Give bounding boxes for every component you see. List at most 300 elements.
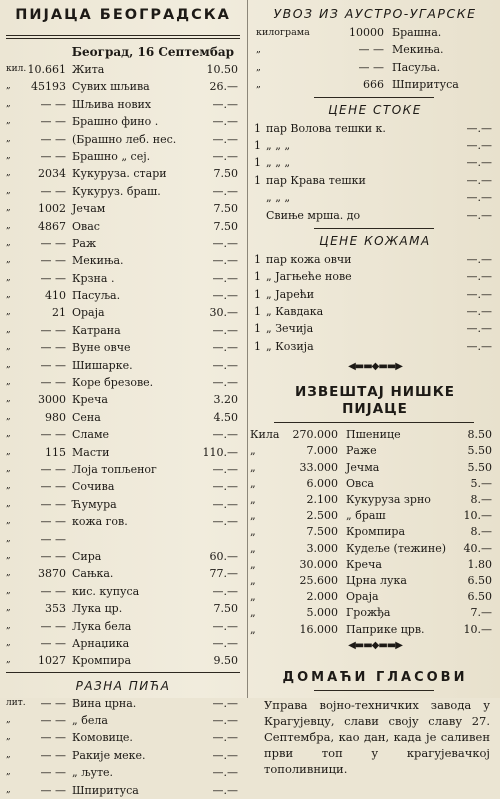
item-name-cell: (Брашно леб. нес.: [72, 132, 177, 146]
price-cell: —.—: [212, 766, 238, 780]
table-row: [250, 76, 500, 93]
price-cell: —.—: [212, 254, 238, 268]
unit-cell: „: [6, 767, 11, 778]
quantity-cell: — —: [40, 115, 66, 129]
item-name-cell: Сламе: [72, 428, 110, 442]
quantity-cell: — —: [40, 636, 66, 650]
hides-title: ЦЕНЕ КОЖАМА: [319, 233, 431, 248]
quantity-cell: 33.000: [299, 460, 338, 474]
count-cell: 1: [254, 287, 261, 301]
price-cell: 77.—: [209, 567, 238, 581]
nis-price-list: [250, 427, 500, 637]
quantity-cell: — —: [40, 323, 66, 337]
item-name-cell: Жита: [72, 63, 105, 76]
unit-cell: „: [6, 116, 11, 127]
item-name-cell: пар Крава тешки: [266, 173, 366, 187]
unit-cell: „: [6, 411, 11, 422]
quantity-cell: — —: [40, 97, 66, 111]
quantity-cell: — —: [40, 480, 66, 494]
unit-cell: „: [6, 307, 11, 318]
unit-cell: „: [6, 784, 11, 795]
column-divider: [247, 0, 248, 698]
quantity-cell: 1002: [38, 202, 66, 216]
quantity-cell: — —: [40, 619, 66, 633]
item-name-cell: Пасуља.: [392, 60, 441, 74]
quantity-cell: 21: [52, 306, 66, 320]
item-name-cell: „ „ „: [266, 191, 291, 205]
item-name-cell: Кукуруза. стари: [72, 167, 167, 181]
table-row: [0, 461, 246, 478]
item-name-cell: „ љуте.: [72, 766, 114, 780]
item-name-cell: кожа гов.: [72, 515, 128, 529]
quantity-cell: 4867: [38, 219, 66, 233]
table-row: [250, 172, 500, 189]
table-row: [250, 460, 500, 476]
price-cell: —.—: [212, 341, 238, 355]
table-row: [0, 548, 246, 565]
unit-cell: „: [250, 557, 256, 571]
quantity-cell: — —: [40, 731, 66, 745]
item-name-cell: пар Волова тешки к.: [266, 121, 386, 135]
quantity-cell: — —: [40, 271, 66, 285]
price-cell: 40.—: [463, 541, 492, 555]
table-row: [250, 541, 500, 557]
quantity-cell: 10000: [349, 26, 384, 39]
table-row: [0, 618, 246, 635]
price-cell: 9.50: [213, 654, 238, 668]
quantity-cell: — —: [40, 714, 66, 728]
table-row: [250, 189, 500, 206]
table-row: [250, 320, 500, 337]
item-name-cell: Масти: [72, 445, 110, 459]
count-cell: 1: [254, 322, 261, 336]
table-row: [0, 565, 246, 582]
item-name-cell: Сира: [72, 549, 102, 563]
quantity-cell: — —: [40, 696, 66, 710]
quantity-cell: — —: [40, 184, 66, 198]
price-cell: 7.50: [213, 202, 238, 216]
quantity-cell: — —: [40, 532, 66, 546]
unit-cell: „: [6, 220, 11, 231]
livestock-title: ЦЕНЕ СТОКЕ: [328, 102, 422, 117]
price-cell: —.—: [212, 289, 238, 303]
item-name-cell: Свиње мрша. до: [266, 208, 361, 222]
quantity-cell: 980: [45, 410, 66, 424]
price-cell: 30.—: [209, 306, 238, 320]
unit-cell: „: [6, 185, 11, 196]
unit-cell: „: [6, 550, 11, 561]
drinks-price-list: [0, 695, 246, 799]
item-name-cell: „ браш: [346, 509, 386, 523]
item-name-cell: Грожђа: [346, 606, 391, 620]
table-row: [0, 426, 246, 443]
item-name-cell: Паприке црв.: [346, 622, 425, 636]
unit-cell: Кила: [250, 428, 280, 442]
price-cell: —.—: [466, 191, 492, 205]
table-row: [0, 391, 246, 408]
quantity-cell: 2.500: [306, 509, 338, 523]
table-row: [250, 605, 500, 621]
item-name-cell: Ораја: [346, 590, 379, 604]
table-row: [250, 557, 500, 573]
quantity-cell: 16.000: [299, 622, 338, 636]
price-cell: 6.50: [467, 573, 492, 587]
price-cell: —.—: [466, 252, 492, 266]
item-name-cell: Арнаџика: [72, 636, 130, 650]
unit-cell: „: [6, 715, 11, 726]
drinks-title: РАЗНА ПИЋА: [75, 678, 171, 693]
item-name-cell: Лоја топљеног: [72, 462, 157, 476]
item-name-cell: Сањка.: [72, 567, 114, 581]
unit-cell: „: [6, 446, 11, 457]
price-cell: —.—: [212, 783, 238, 797]
quantity-cell: 3870: [38, 567, 66, 581]
price-cell: —.—: [466, 305, 492, 319]
quantity-cell: — —: [40, 748, 66, 762]
table-row: [250, 476, 500, 492]
unit-cell: „: [6, 168, 11, 179]
price-cell: —.—: [466, 339, 492, 353]
table-row: [250, 268, 500, 285]
item-name-cell: Јечма: [346, 460, 380, 474]
quantity-cell: 25.600: [299, 573, 338, 587]
table-row: [0, 496, 246, 513]
unit-cell: „: [6, 655, 11, 666]
quantity-cell: 10.661: [27, 63, 66, 76]
price-cell: —.—: [212, 696, 238, 710]
title-rule-2: [6, 38, 240, 39]
price-cell: 5.50: [467, 444, 492, 458]
quantity-cell: 270.000: [292, 428, 338, 442]
item-name-cell: Вина црна.: [72, 696, 137, 710]
quantity-cell: — —: [40, 428, 66, 442]
table-row: [0, 652, 246, 669]
item-name-cell: „ бела: [72, 714, 108, 728]
item-name-cell: Црна лука: [346, 573, 407, 587]
price-cell: 3.20: [213, 393, 238, 407]
belgrade-price-list: [0, 61, 246, 670]
price-cell: 6.50: [467, 590, 492, 604]
quantity-cell: — —: [358, 43, 384, 57]
price-cell: —.—: [466, 173, 492, 187]
quantity-cell: — —: [40, 549, 66, 563]
unit-cell: „: [250, 509, 256, 523]
unit-cell: „: [256, 61, 261, 73]
item-name-cell: Креча: [346, 557, 382, 571]
price-cell: 10.—: [463, 509, 492, 523]
unit-cell: „: [250, 573, 256, 587]
ornament-divider: ◀▬▬◆▬▬▶: [348, 361, 402, 373]
item-name-cell: Сувих шљива: [72, 80, 150, 94]
quantity-cell: 30.000: [299, 557, 338, 571]
price-cell: —.—: [466, 156, 492, 170]
item-name-cell: Овса: [346, 476, 374, 490]
table-row: [0, 478, 246, 495]
item-name-cell: Шљива нових: [72, 97, 152, 111]
price-cell: —.—: [212, 358, 238, 372]
unit-cell: кил.: [6, 64, 27, 74]
table-row: [0, 357, 246, 374]
quantity-cell: 1027: [38, 654, 66, 668]
table-row: [250, 137, 500, 154]
unit-cell: лит.: [6, 697, 26, 708]
unit-cell: „: [250, 541, 256, 555]
unit-cell: „: [6, 203, 11, 214]
item-name-cell: Шишарке.: [72, 358, 133, 372]
left-column: [0, 0, 246, 799]
local-news-paragraph: Управа војно-техничких завода у Крагујевцу, слави своју славу 27. Септембра, као дан, када је саливен први топ у крагујевачкој тополивници.: [264, 697, 490, 776]
price-cell: —.—: [466, 270, 492, 284]
count-cell: 1: [254, 173, 261, 187]
price-cell: —.—: [466, 208, 492, 222]
unit-cell: „: [6, 237, 11, 248]
section-rule: [6, 672, 240, 673]
table-row: [0, 339, 246, 356]
item-name-cell: Брашна.: [392, 26, 442, 39]
price-cell: —.—: [212, 132, 238, 146]
table-row: [250, 443, 500, 459]
table-row: [0, 444, 246, 461]
quantity-cell: 666: [363, 78, 384, 92]
table-row: [0, 322, 246, 339]
nis-report-subtitle: ПИЈАЦЕ: [342, 401, 408, 418]
belgrade-market-title: ПИЈАЦА БЕОГРАДСКА: [15, 7, 231, 23]
item-name-cell: Пшенице: [346, 428, 401, 442]
unit-cell: „: [6, 81, 11, 92]
price-cell: —.—: [212, 115, 238, 129]
table-row: [250, 207, 500, 224]
unit-cell: „: [250, 476, 256, 490]
price-cell: —.—: [212, 149, 238, 163]
table-row: [0, 513, 246, 530]
count-cell: 1: [254, 138, 261, 152]
quantity-cell: — —: [40, 515, 66, 529]
unit-cell: „: [250, 525, 256, 539]
livestock-list: [250, 120, 500, 224]
item-name-cell: Раж: [72, 236, 97, 250]
quantity-cell: — —: [40, 497, 66, 511]
table-row: [250, 492, 500, 508]
unit-cell: „: [6, 272, 11, 283]
price-cell: —.—: [212, 515, 238, 529]
unit-cell: „: [6, 359, 11, 370]
quantity-cell: — —: [40, 376, 66, 390]
quantity-cell: 45193: [31, 80, 66, 94]
table-row: [250, 524, 500, 540]
unit-cell: „: [6, 342, 11, 353]
table-row: [0, 218, 246, 235]
unit-cell: „: [6, 568, 11, 579]
table-row: [250, 154, 500, 171]
item-name-cell: Раже: [346, 444, 377, 458]
item-name-cell: Лука бела: [72, 619, 132, 633]
price-cell: —.—: [466, 138, 492, 152]
unit-cell: „: [256, 79, 261, 91]
table-row: [250, 589, 500, 605]
price-cell: —.—: [212, 497, 238, 511]
item-name-cell: „ „ „: [266, 156, 291, 170]
price-cell: 8.50: [467, 428, 492, 442]
table-row: [0, 374, 246, 391]
title-rule: [6, 35, 240, 36]
item-name-cell: „ Зечија: [266, 322, 314, 336]
price-cell: —.—: [212, 731, 238, 745]
price-cell: —.—: [212, 271, 238, 285]
price-cell: 10.—: [463, 622, 492, 636]
item-name-cell: „ Јагњеће нове: [266, 270, 352, 284]
local-news-title: ДОМАЋИ ГЛАСОВИ: [282, 669, 468, 685]
unit-cell: „: [250, 590, 256, 604]
table-row: [0, 583, 246, 600]
table-row: [0, 200, 246, 217]
quantity-cell: 7.000: [306, 444, 338, 458]
table-row: [250, 120, 500, 137]
item-name-cell: Кукуруза зрно: [346, 493, 431, 506]
table-row: [0, 131, 246, 148]
price-cell: 8.—: [470, 493, 492, 506]
quantity-cell: — —: [40, 341, 66, 355]
table-row: [250, 338, 500, 355]
quantity-cell: — —: [40, 783, 66, 797]
price-cell: —.—: [212, 97, 238, 111]
quantity-cell: — —: [40, 149, 66, 163]
item-name-cell: Мекиња.: [392, 43, 444, 57]
price-cell: —.—: [212, 748, 238, 762]
price-cell: 7.50: [213, 602, 238, 616]
quantity-cell: 410: [45, 289, 66, 303]
quantity-cell: 3000: [38, 393, 66, 407]
nis-report-title: ИЗВЕШТАЈ НИШКЕ: [295, 384, 455, 401]
short-rule: [314, 690, 434, 691]
price-cell: 4.50: [213, 410, 238, 424]
table-row: [0, 729, 246, 746]
unit-cell: „: [6, 732, 11, 743]
price-cell: —.—: [466, 322, 492, 336]
quantity-cell: 5.000: [306, 606, 338, 620]
price-cell: —.—: [212, 323, 238, 337]
item-name-cell: Ћумура: [72, 497, 117, 511]
quantity-cell: — —: [358, 60, 384, 74]
dateline: Београд, 16 Септембар: [71, 45, 234, 59]
unit-cell: „: [6, 324, 11, 335]
quantity-cell: 7.500: [306, 525, 338, 539]
price-cell: 60.—: [209, 549, 238, 563]
price-cell: 7.—: [470, 606, 492, 620]
quantity-cell: 3.000: [306, 541, 338, 555]
unit-cell: „: [250, 460, 256, 474]
table-row: [250, 24, 500, 41]
count-cell: 1: [254, 121, 261, 135]
table-row: [250, 508, 500, 524]
item-name-cell: Мекиња.: [72, 254, 124, 268]
quantity-cell: — —: [40, 462, 66, 476]
price-cell: —.—: [212, 428, 238, 442]
quantity-cell: — —: [40, 132, 66, 146]
table-row: [0, 252, 246, 269]
table-row: [0, 113, 246, 130]
table-row: [250, 59, 500, 76]
item-name-cell: „ Кавдака: [266, 305, 324, 319]
table-row: [250, 41, 500, 58]
item-name-cell: Кудеље (тежине): [346, 541, 447, 555]
price-cell: 7.50: [213, 219, 238, 233]
quantity-cell: 2034: [38, 167, 66, 181]
count-cell: 1: [254, 270, 261, 284]
item-name-cell: Овас: [72, 219, 100, 233]
quantity-cell: — —: [40, 254, 66, 268]
table-row: [0, 183, 246, 200]
table-row: [0, 747, 246, 764]
price-cell: —.—: [466, 121, 492, 135]
quantity-cell: 115: [45, 445, 66, 459]
unit-cell: „: [250, 622, 256, 636]
import-list: [250, 24, 500, 94]
count-cell: 1: [254, 339, 261, 353]
price-cell: 8.—: [470, 525, 492, 539]
item-name-cell: Комовице.: [72, 731, 133, 745]
table-row: [0, 764, 246, 781]
unit-cell: „: [6, 255, 11, 266]
price-cell: —.—: [212, 714, 238, 728]
table-row: [250, 573, 500, 589]
unit-cell: „: [6, 150, 11, 161]
item-name-cell: Шпиритуса: [392, 78, 459, 92]
quantity-cell: 2.000: [306, 590, 338, 604]
price-cell: —.—: [212, 619, 238, 633]
table-row: [0, 531, 246, 548]
unit-cell: „: [6, 377, 11, 388]
quantity-cell: — —: [40, 236, 66, 250]
unit-cell: „: [6, 98, 11, 109]
price-cell: 5.—: [470, 476, 492, 490]
item-name-cell: Сена: [72, 410, 101, 424]
table-row: [0, 600, 246, 617]
item-name-cell: Шпиритуса: [72, 783, 139, 797]
item-name-cell: Кукуруз. браш.: [72, 184, 161, 198]
item-name-cell: Коре брезове.: [72, 376, 154, 390]
item-name-cell: Брашно фино .: [72, 115, 159, 129]
table-row: [250, 286, 500, 303]
quantity-cell: — —: [40, 584, 66, 598]
unit-cell: „: [6, 585, 11, 596]
item-name-cell: Кромпира: [346, 525, 405, 539]
ornament-divider: ◀▬▬◆▬▬▶: [348, 639, 402, 651]
table-row: [0, 78, 246, 95]
item-name-cell: Ораја: [72, 306, 105, 320]
title-rule: [274, 422, 474, 423]
price-cell: —.—: [212, 636, 238, 650]
table-row: [250, 427, 500, 443]
price-cell: —.—: [212, 376, 238, 390]
short-rule: [314, 228, 434, 229]
item-name-cell: Пасуља.: [72, 289, 121, 303]
table-row: [0, 61, 246, 78]
quantity-cell: — —: [40, 358, 66, 372]
unit-cell: „: [6, 463, 11, 474]
price-cell: —.—: [212, 584, 238, 598]
unit-cell: „: [6, 516, 11, 527]
unit-cell: „: [6, 429, 11, 440]
table-row: [0, 270, 246, 287]
unit-cell: „: [250, 444, 256, 458]
item-name-cell: Кромпира: [72, 654, 131, 668]
table-row: [0, 165, 246, 182]
price-cell: —.—: [212, 462, 238, 476]
table-row: [0, 96, 246, 113]
unit-cell: „: [6, 749, 11, 760]
item-name-cell: Сочива: [72, 480, 115, 494]
quantity-cell: 2.100: [306, 493, 338, 506]
